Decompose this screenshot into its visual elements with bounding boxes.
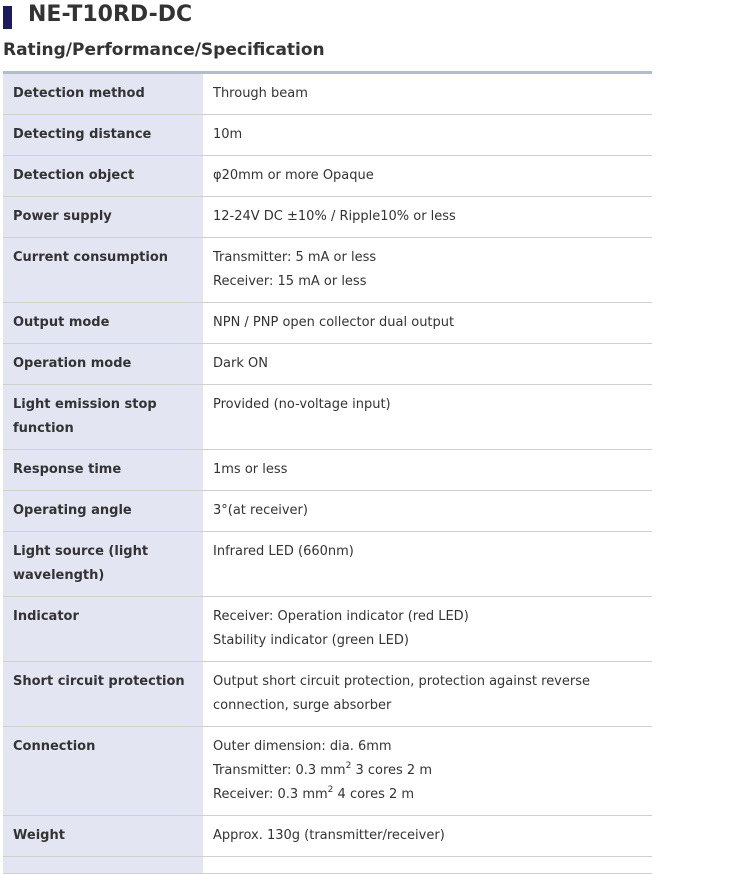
spec-row-light-emission-stop [3, 385, 652, 450]
spec-value: 10m [203, 115, 652, 156]
spec-label: Light emission stop function [3, 385, 203, 450]
spec-row-operation-mode [3, 344, 652, 385]
spec-value: 12-24V DC ±10% / Ripple10% or less [203, 197, 652, 238]
spec-label: Output mode [3, 303, 203, 344]
spec-value: Dark ON [203, 344, 652, 385]
spec-label: Detection method [3, 74, 203, 115]
cable-spec-text: 4 cores 2 m [333, 787, 415, 802]
spec-row-response-time [3, 450, 652, 491]
spec-row-light-source [3, 532, 652, 597]
spec-row-detecting-distance [3, 115, 652, 156]
squared-exponent: 2 [327, 785, 334, 795]
spec-value [203, 727, 652, 816]
spec-label: Connection [3, 727, 203, 816]
spec-value: 1ms or less [203, 450, 652, 491]
spec-row-weight [3, 816, 652, 857]
spec-label: Operation mode [3, 344, 203, 385]
spec-row-operating-angle [3, 491, 652, 532]
spec-value: Provided (no-voltage input) [203, 385, 652, 450]
cable-spec-text: 3 cores 2 m [351, 763, 432, 778]
spec-value [203, 597, 652, 662]
spec-value [203, 662, 652, 727]
spec-label-empty [3, 857, 203, 874]
spec-value-line [213, 783, 642, 807]
spec-value: φ20mm or more Opaque [203, 156, 652, 197]
spec-label: Indicator [3, 597, 203, 662]
spec-label: Weight [3, 816, 203, 857]
spec-table [3, 74, 652, 874]
spec-value: Approx. 130g (transmitter/receiver) [203, 816, 652, 857]
spec-value-line: Outer dimension: dia. 6mm [213, 739, 392, 754]
spec-label: Detecting distance [3, 115, 203, 156]
spec-value: Infrared LED (660nm) [203, 532, 652, 597]
cable-spec-text: Receiver: 0.3 mm [213, 787, 328, 802]
spec-row-current-consumption [3, 238, 652, 303]
spec-value: 3°(at receiver) [203, 491, 652, 532]
spec-row-output-mode [3, 303, 652, 344]
spec-label: Response time [3, 450, 203, 491]
title-marker [3, 6, 12, 29]
spec-row-short-circuit-protection [3, 662, 652, 727]
spec-row-indicator [3, 597, 652, 662]
spec-row-detection-method [3, 74, 652, 115]
spec-label: Operating angle [3, 491, 203, 532]
spec-value-line: Output short circuit protection, protection against reverse [213, 674, 590, 689]
spec-value-line: Transmitter: 5 mA or less [213, 250, 377, 265]
cable-spec-text: Transmitter: 0.3 mm [213, 763, 346, 778]
spec-value: Through beam [203, 74, 652, 115]
spec-label: Current consumption [3, 238, 203, 303]
spec-value-line: connection, surge absorber [213, 698, 392, 713]
squared-exponent: 2 [345, 761, 352, 771]
spec-value-line: Receiver: 15 mA or less [213, 274, 367, 289]
spec-row-connection [3, 727, 652, 816]
page-title: NE-T10RD-DC [28, 2, 193, 27]
spec-value-line [213, 759, 642, 783]
spec-value-line: Stability indicator (green LED) [213, 633, 409, 648]
spec-value: NPN / PNP open collector dual output [203, 303, 652, 344]
spec-value-line: Receiver: Operation indicator (red LED) [213, 609, 469, 624]
spec-label: Light source (light wavelength) [3, 532, 203, 597]
spec-label: Detection object [3, 156, 203, 197]
spec-row-power-supply [3, 197, 652, 238]
spec-label: Power supply [3, 197, 203, 238]
spec-row-partial [3, 857, 652, 874]
spec-row-detection-object [3, 156, 652, 197]
spec-label: Short circuit protection [3, 662, 203, 727]
section-subtitle: Rating/Performance/Specification [3, 40, 325, 60]
spec-value [203, 238, 652, 303]
spec-value-empty [203, 857, 652, 874]
